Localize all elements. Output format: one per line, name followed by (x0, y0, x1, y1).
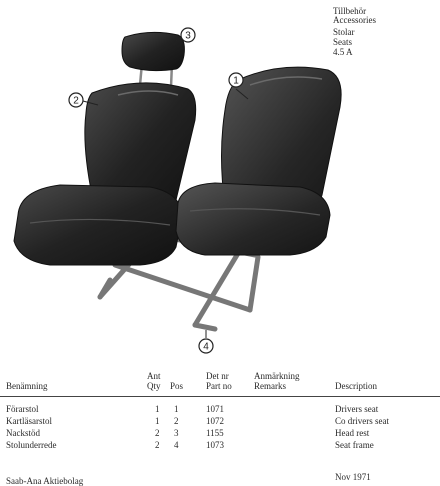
row-1-part: 1071 (206, 404, 224, 414)
header-section-sv: Stolar (333, 27, 355, 37)
seats-illustration (0, 25, 440, 355)
header-benamning: Benämning (6, 381, 48, 391)
footer-date: Nov 1971 (335, 472, 371, 482)
row-3-qty: 2 (155, 428, 160, 438)
callout-2-label: 2 (73, 95, 79, 107)
header-part-no: Part no (206, 381, 232, 391)
row-2-name: Kartläsarstol (6, 416, 52, 426)
header-category-sv: Tillbehör (333, 6, 367, 16)
row-4-qty: 2 (155, 440, 160, 450)
row-1-description: Drivers seat (335, 404, 379, 414)
callout-4 (199, 330, 213, 353)
header-ant: Ant (147, 371, 161, 381)
callout-1-label: 1 (233, 75, 239, 87)
footer-company: Saab-Ana Aktiebolag (6, 476, 84, 486)
row-4-name: Stolunderrede (6, 440, 57, 450)
callout-3-label: 3 (185, 30, 191, 42)
headrest (122, 32, 184, 70)
header-section-en: Seats (333, 37, 352, 47)
header-det-nr: Det nr (206, 371, 229, 381)
row-3-description: Head rest (335, 428, 370, 438)
row-3-pos: 3 (174, 428, 179, 438)
row-2-description: Co drivers seat (335, 416, 389, 426)
header-page-number: 4.5 A (333, 47, 353, 57)
row-2-qty: 1 (155, 416, 160, 426)
header-description: Description (335, 381, 377, 391)
row-2-part: 1072 (206, 416, 224, 426)
header-category-en: Accessories (333, 15, 376, 25)
row-1-qty: 1 (155, 404, 160, 414)
header-anmarkning: Anmärkning (254, 371, 300, 381)
row-3-name: Nackstöd (6, 428, 40, 438)
row-4-pos: 4 (174, 440, 179, 450)
row-3-part: 1155 (206, 428, 224, 438)
table-header-rule (0, 396, 440, 397)
row-2-pos: 2 (174, 416, 179, 426)
row-4-description: Seat frame (335, 440, 374, 450)
seat-2 (14, 32, 196, 265)
seat-1 (176, 67, 341, 255)
row-1-pos: 1 (174, 404, 179, 414)
callout-4-label: 4 (203, 341, 209, 353)
row-4-part: 1073 (206, 440, 224, 450)
header-pos: Pos (170, 381, 184, 391)
header-remarks: Remarks (254, 381, 286, 391)
row-1-name: Förarstol (6, 404, 39, 414)
header-qty: Qty (147, 381, 161, 391)
